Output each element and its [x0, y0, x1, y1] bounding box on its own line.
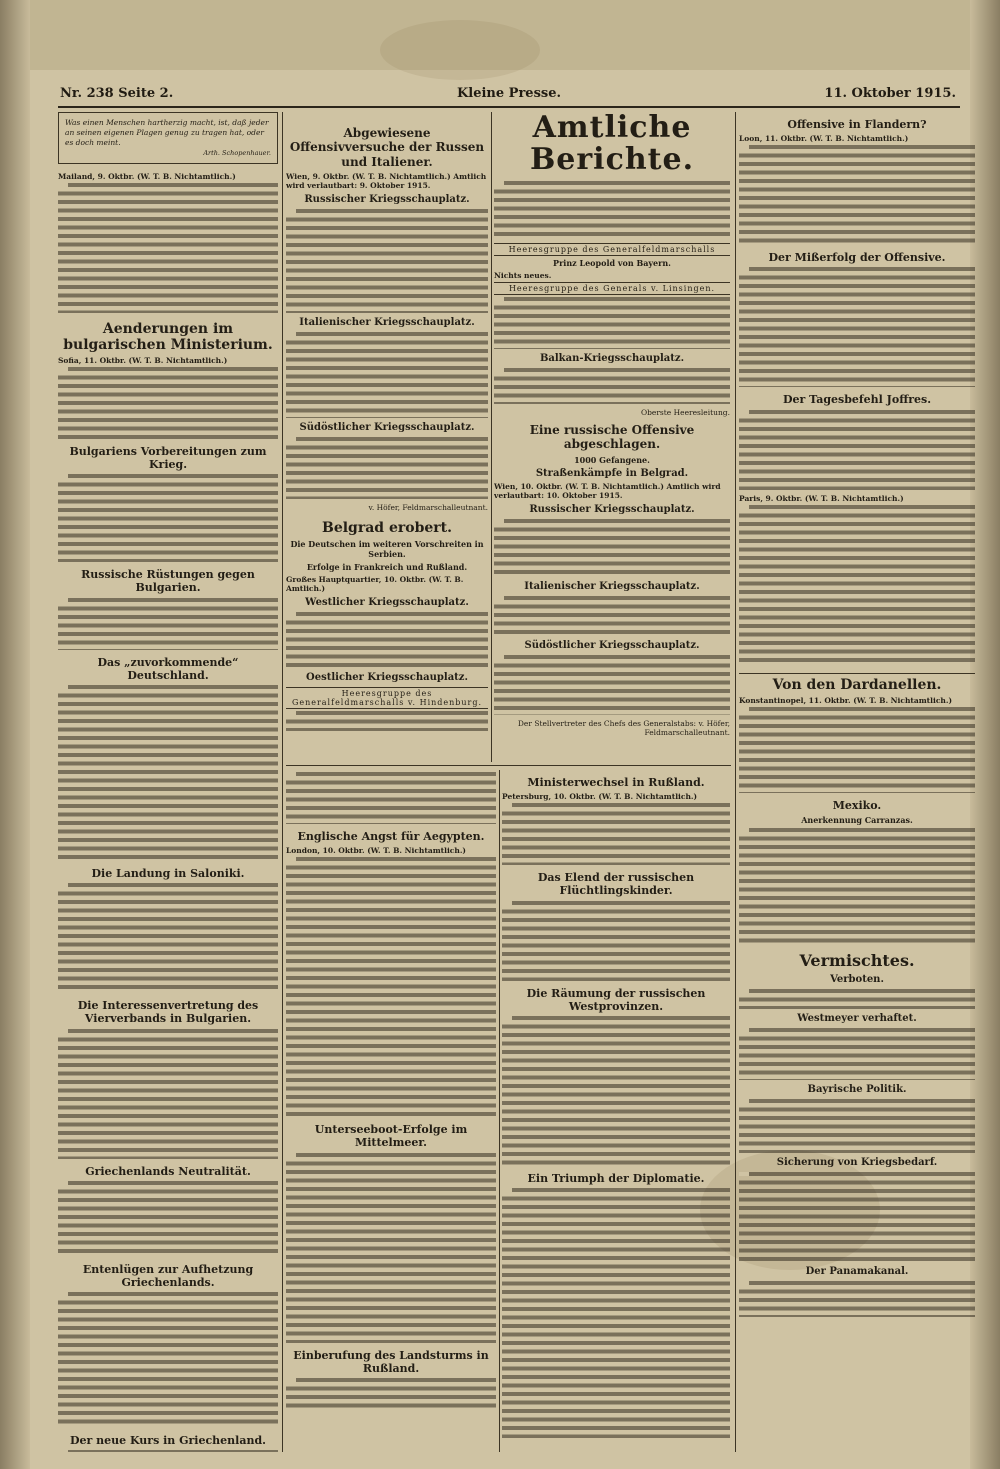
headline: Unterseeboot-Erfolge im Mittelmeer.: [314, 1123, 468, 1150]
article-text: [58, 474, 278, 562]
article-text: [494, 519, 730, 577]
scan-edge-left: [0, 0, 30, 1469]
page-header: [58, 86, 960, 108]
article-dateline: Großes Hauptquartier, 10. Oktbr. (W. T. B. Amtlich.): [286, 575, 464, 594]
subheadline: Russischer Kriegsschauplatz.: [304, 194, 470, 206]
article-text: [286, 1378, 496, 1408]
article-text: [494, 655, 730, 715]
article-text: [739, 1099, 975, 1153]
article-dateline: Petersburg, 10. Oktbr. (W. T. B. Nichtamtlich.): [502, 792, 698, 802]
quote-text: Was einen Menschen hartherzig macht, ist, daß jeder an seinen eigenen Plagen genug zu tragen hat, oder es doch meint.: [65, 118, 269, 147]
article-text: [739, 410, 975, 490]
article-text: [286, 437, 488, 499]
article-text: [739, 989, 975, 1009]
headline: Mexiko.: [832, 798, 882, 812]
headline: Russische Rüstungen gegen Bulgarien.: [81, 568, 255, 595]
headline: Aenderungen im bulgarischen Ministerium.: [63, 320, 273, 353]
article-text: [739, 1172, 975, 1262]
headline: Von den Dardanellen.: [739, 673, 975, 693]
subheadline: Die Deutschen im weiteren Vorschreiten in Serbien.: [290, 539, 484, 560]
section-title: Vermischtes.: [799, 950, 915, 970]
article-text: [286, 332, 488, 418]
article-dateline: Sofia, 11. Oktbr. (W. T. B. Nichtamtlich.): [58, 355, 228, 365]
article-text: [58, 598, 278, 650]
column-1: [58, 112, 278, 1452]
headline: Eine russische Offensive abgeschlagen.: [529, 423, 695, 452]
headline: Die Landung in Saloniki.: [91, 867, 245, 880]
subheadline: Italienischer Kriegsschauplatz.: [524, 580, 700, 592]
article-text: [58, 883, 278, 993]
article-text: [502, 1188, 730, 1438]
article-text: [494, 596, 730, 636]
article-text: [286, 857, 496, 1117]
article-text: [58, 1029, 278, 1159]
section-title: Amtliche Berichte.: [529, 112, 695, 177]
signature: Der Stellvertreter des Chefs des Generalstabs: v. Höfer, Feldmarschalleutnant.: [517, 718, 730, 737]
quote-box: [58, 112, 278, 164]
article-text: [739, 707, 975, 793]
newspaper-name: Kleine Presse.: [456, 86, 562, 101]
subheadline: Russischer Kriegsschauplatz.: [529, 503, 695, 515]
subheadline: Bayrische Politik.: [807, 1084, 907, 1096]
headline: Ein Triumph der Diplomatie.: [527, 1171, 705, 1185]
army-group-line: Heeresgruppe des Generalfeldmarschalls v. Hindenburg.: [286, 687, 488, 709]
article-text: [286, 1153, 496, 1343]
army-group-line: Heeresgruppe des Generalfeldmarschalls: [494, 243, 730, 256]
article-text: [502, 1016, 730, 1166]
headline: Offensive in Flandern?: [787, 118, 927, 131]
article-text: [58, 1450, 278, 1452]
subheadline: Anerkennung Carranzas.: [801, 814, 913, 825]
signature: v. Höfer, Feldmarschalleutnant.: [368, 503, 488, 513]
article-text: [58, 367, 278, 439]
article-text: [286, 209, 488, 313]
headline: Einberufung des Landsturms in Rußland.: [293, 1348, 489, 1375]
column-2: [286, 112, 488, 762]
headline: Belgrad erobert.: [322, 520, 452, 537]
article-dateline: Loon, 11. Oktbr. (W. T. B. Nichtamtlich.): [739, 134, 909, 144]
article-text: [739, 267, 975, 387]
headline: Abgewiesene Offensivversuche der Russen und Italiener.: [289, 126, 485, 169]
issue-date: 11. Oktober 1915.: [824, 86, 956, 101]
article-text: [58, 183, 278, 313]
headline: Bulgariens Vorbereitungen zum Krieg.: [69, 444, 267, 472]
headline: Die Räumung der russischen Westprovinzen.: [526, 986, 706, 1013]
subheadline: Westmeyer verhaftet.: [797, 1013, 917, 1025]
article-text: [739, 505, 975, 665]
subheadline: Sicherung von Kriegsbedarf.: [776, 1157, 938, 1169]
army-group-line: Heeresgruppe des Generals v. Linsingen.: [494, 282, 730, 295]
headline: Ministerwechsel in Rußland.: [527, 776, 705, 789]
quote-author: Arth. Schopenhauer.: [203, 149, 271, 158]
article-text: [58, 1181, 278, 1257]
article-text: [502, 901, 730, 981]
article-dateline: London, 10. Oktbr. (W. T. B. Nichtamtlich.): [286, 846, 466, 856]
article-text: [286, 612, 488, 668]
article-dateline: Mailand, 9. Oktbr. (W. T. B. Nichtamtlich.): [58, 171, 236, 181]
subheadline: Erfolge in Frankreich und Rußland.: [306, 562, 468, 573]
headline: Entenlügen zur Aufhetzung Griechenlands.: [82, 1262, 254, 1289]
issue-number: Nr. 238 Seite 2.: [60, 86, 174, 101]
column-6: [502, 770, 730, 1452]
column-3: [494, 112, 730, 762]
subheadline: 1000 Gefangene.: [574, 454, 650, 465]
headline: Die Interessenvertretung des Vierverbands in Bulgarien.: [77, 999, 259, 1026]
article-text: [286, 772, 496, 824]
article-text: [739, 1028, 975, 1080]
subheadline: Balkan-Kriegsschauplatz.: [539, 353, 685, 364]
headline: Das Elend der russischen Flüchtlingskinder.: [537, 871, 695, 898]
article-text: [502, 803, 730, 865]
subheadline: Südöstlicher Kriegsschauplatz.: [299, 422, 475, 434]
article-text: [739, 145, 975, 245]
signature: Oberste Heeresleitung.: [640, 408, 730, 417]
article-text: [494, 368, 730, 404]
subheadline: Südöstlicher Kriegsschauplatz.: [524, 639, 700, 651]
subheadline: Oestlicher Kriegsschauplatz.: [306, 672, 468, 684]
headline: Der neue Kurs in Griechenland.: [69, 1434, 266, 1448]
subheadline: Verboten.: [830, 974, 884, 986]
article-text: [286, 711, 488, 731]
subheadline: Westlicher Kriegsschauplatz.: [305, 597, 469, 609]
article-text: [494, 297, 730, 349]
headline: Englische Angst für Aegypten.: [297, 830, 485, 843]
commander-name: Prinz Leopold von Bayern.: [553, 258, 671, 268]
headline: Der Mißerfolg der Offensive.: [768, 251, 946, 265]
column-5: [286, 770, 496, 1452]
headline: Der Tagesbefehl Joffres.: [782, 393, 932, 407]
headline: Das „zuvorkommende“ Deutschland.: [97, 655, 239, 682]
report-line: Nichts neues.: [494, 271, 552, 280]
article-dateline: Wien, 10. Oktbr. (W. T. B. Nichtamtlich.) Amtlich wird verlautbart: 10. Oktober 1915.: [494, 481, 721, 500]
article-dateline: Wien, 9. Oktbr. (W. T. B. Nichtamtlich.) Amtlich wird verlautbart: 9. Oktober 1915.: [286, 172, 487, 191]
subheadline: Der Panamakanal.: [805, 1266, 909, 1278]
article-text: [58, 1292, 278, 1428]
subheadline: Straßenkämpfe in Belgrad.: [535, 467, 689, 479]
subheadline: Italienischer Kriegsschauplatz.: [299, 317, 475, 329]
article-dateline: Paris, 9. Oktbr. (W. T. B. Nichtamtlich.): [739, 493, 904, 503]
article-text: [494, 181, 730, 239]
headline: Griechenlands Neutralität.: [85, 1164, 251, 1178]
article-text: [58, 685, 278, 861]
article-dateline: Konstantinopel, 11. Oktbr. (W. T. B. Nichtamtlich.): [739, 695, 952, 705]
article-text: [739, 828, 975, 944]
column-4: [739, 112, 975, 1452]
article-text: [739, 1281, 975, 1317]
